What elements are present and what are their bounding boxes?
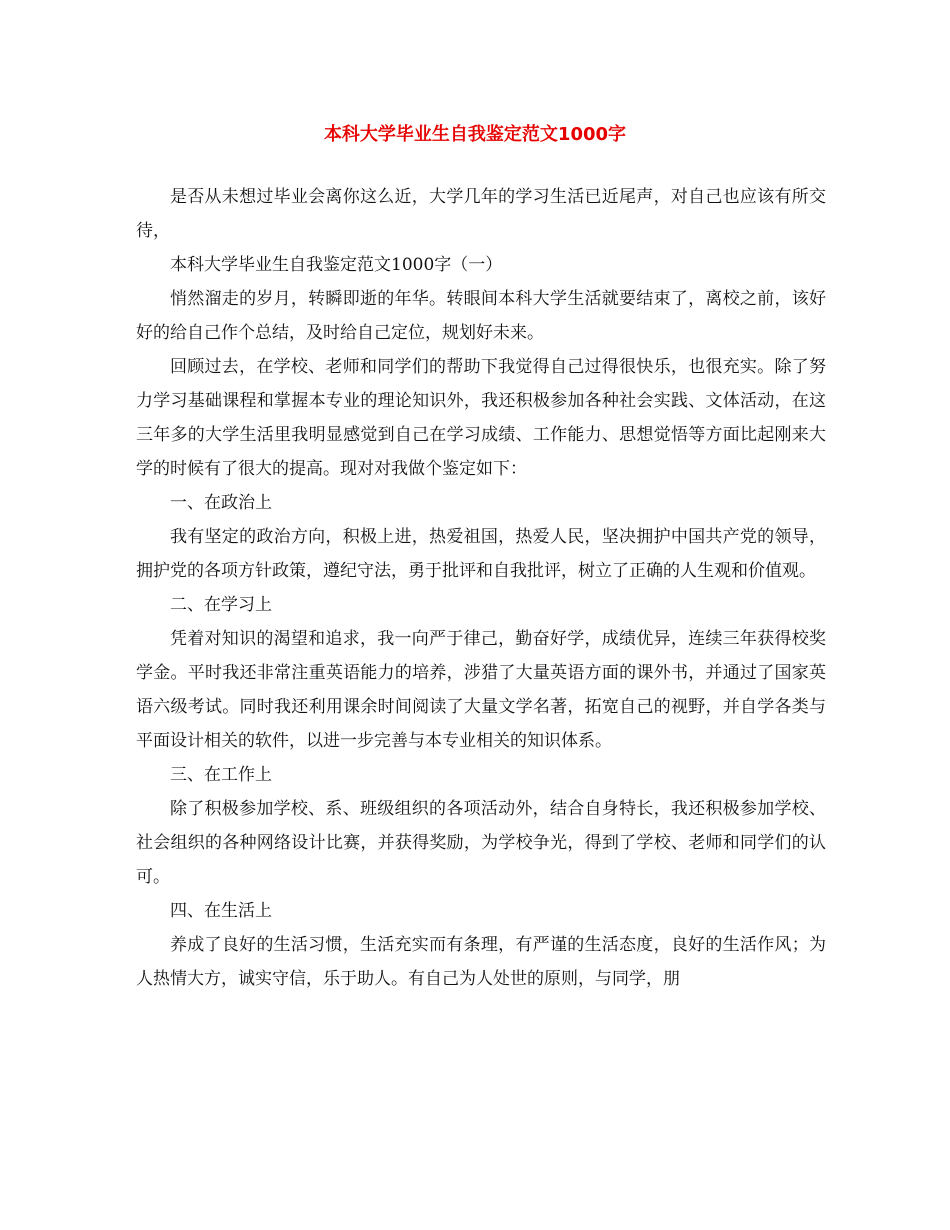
section-heading-life: 四、在生活上	[170, 901, 272, 921]
intro-paragraph: 是否从未想过毕业会离你这么近，大学几年的学习生活已近尾声，对自己也应该有所交待，	[136, 187, 826, 241]
document-title: 本科大学毕业生自我鉴定范文1000字	[323, 124, 627, 145]
subtitle-paragraph: 本科大学毕业生自我鉴定范文1000字（一）	[170, 255, 503, 275]
study-paragraph: 凭着对知识的渴望和追求，我一向严于律己，勤奋好学，成绩优异，连续三年获得校奖学金。平时我还非常注重英语能力的培养，涉猎了大量英语方面的课外书，并通过了国家英语六级考试。同时我还利用课余时间阅读了大量文学名著，拓宽自己的视野，并自学各类与平面设计相关的软件，以进一步完善与本专业相关的知识体系。	[136, 629, 826, 751]
review-paragraph: 回顾过去，在学校、老师和同学们的帮助下我觉得自己过得很快乐，也很充实。除了努力学习基础课程和掌握本专业的理论知识外，我还积极参加各种社会实践、文体活动，在这三年多的大学生活里我明显感觉到自己在学习成绩、工作能力、思想觉悟等方面比起刚来大学的时候有了很大的提高。现对对我做个鉴定如下：	[136, 357, 826, 479]
life-paragraph: 养成了良好的生活习惯，生活充实而有条理，有严谨的生活态度，良好的生活作风；为人热情大方，诚实守信，乐于助人。有自己为人处世的原则，与同学，朋	[136, 935, 826, 989]
opening-paragraph: 悄然溜走的岁月，转瞬即逝的年华。转眼间本科大学生活就要结束了，离校之前，该好好的给自己作个总结，及时给自己定位，规划好未来。	[136, 289, 826, 343]
document-body	[136, 180, 826, 996]
politics-paragraph: 我有坚定的政治方向，积极上进，热爱祖国，热爱人民，坚决拥护中国共产党的领导，拥护党的各项方针政策，遵纪守法，勇于批评和自我批评，树立了正确的人生观和价值观。	[136, 527, 826, 581]
section-heading-politics: 一、在政治上	[170, 493, 272, 513]
section-heading-work: 三、在工作上	[170, 765, 272, 785]
work-paragraph: 除了积极参加学校、系、班级组织的各项活动外，结合自身特长，我还积极参加学校、社会组织的各种网络设计比赛，并获得奖励，为学校争光，得到了学校、老师和同学们的认可。	[136, 799, 826, 887]
section-heading-study: 二、在学习上	[170, 595, 272, 615]
